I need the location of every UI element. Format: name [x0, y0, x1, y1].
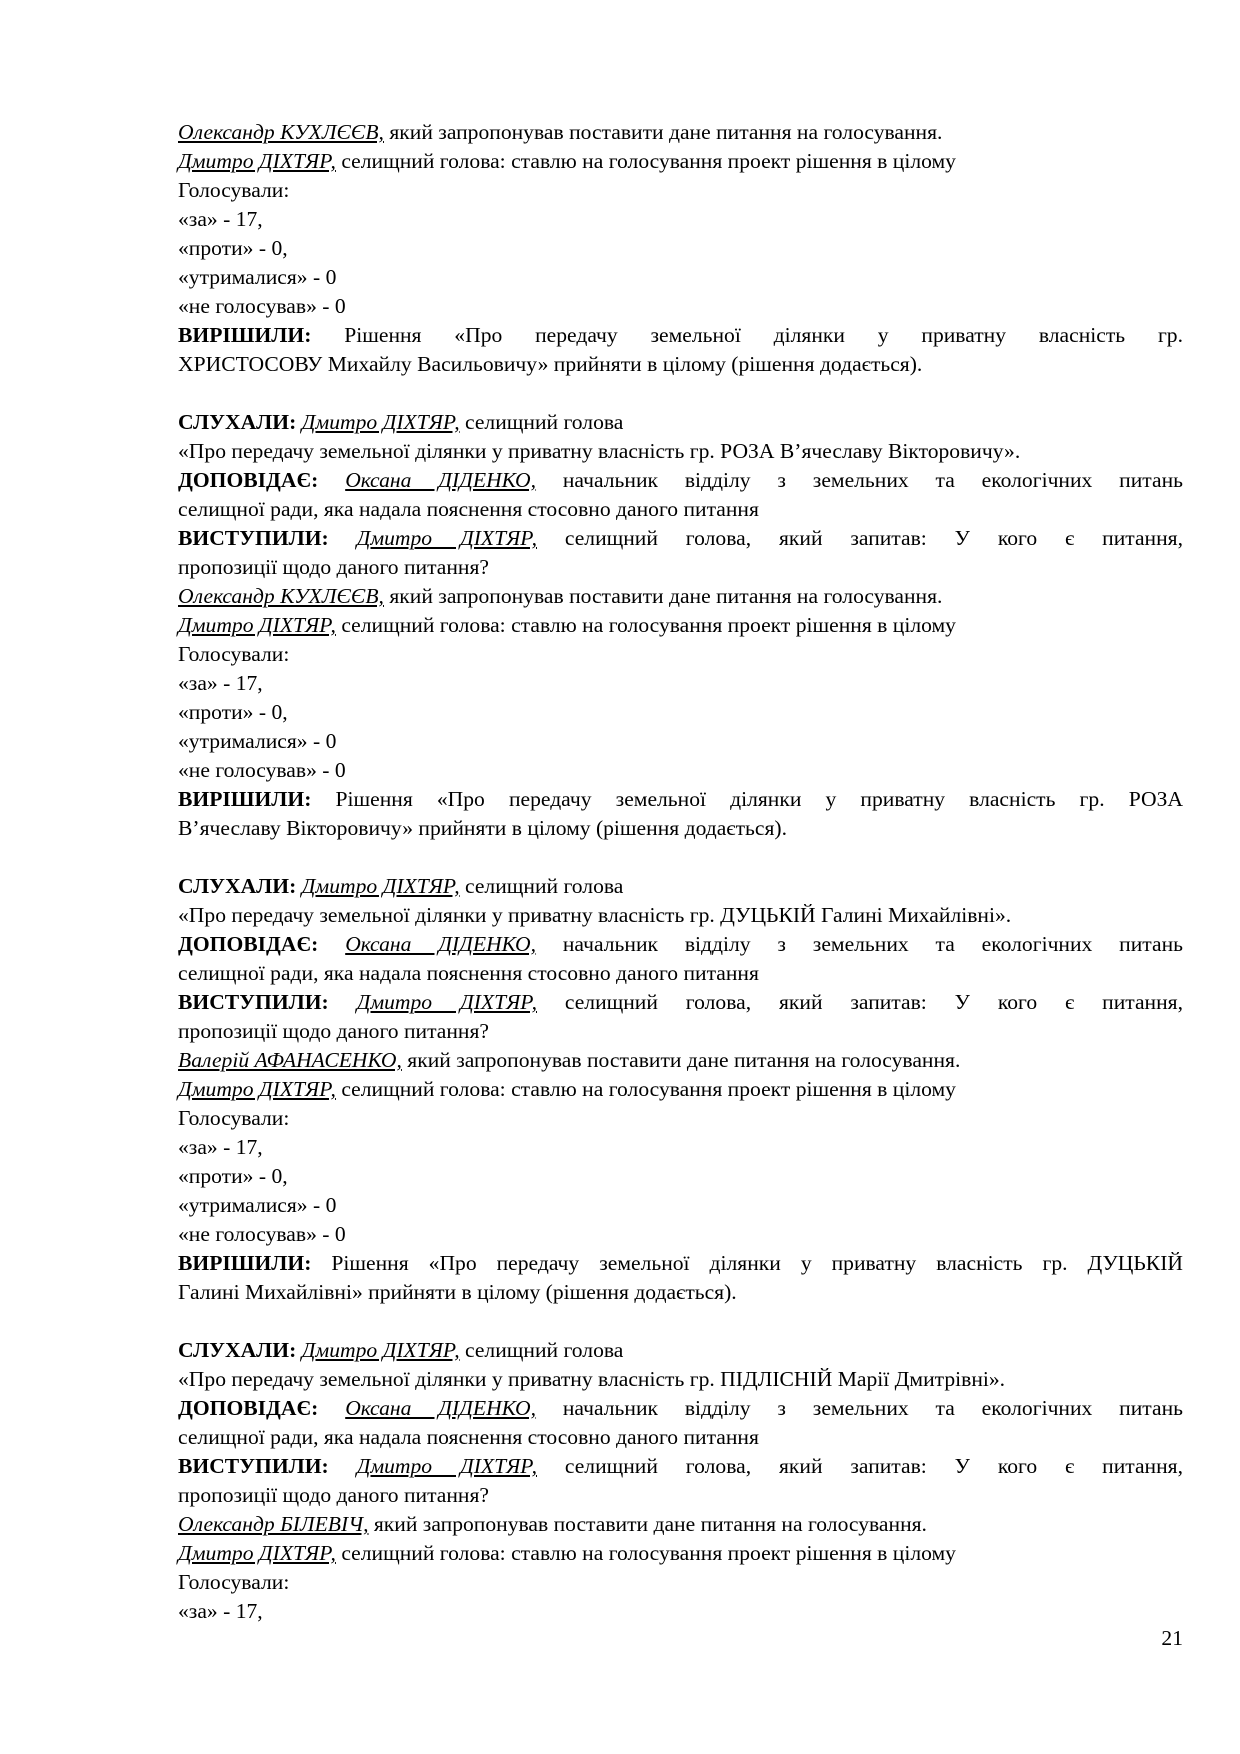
spoke-text-cont: пропозиції щодо даного питання?: [178, 555, 489, 579]
head-name: Дмитро ДІХТЯР,: [178, 149, 336, 173]
heard-label: СЛУХАЛИ:: [178, 410, 297, 434]
proposer-name: Олександр КУХЛЄЄВ,: [178, 120, 384, 144]
spoke-text: селищний голова, який запитав: У кого є питання,: [564, 990, 1183, 1014]
vote-abstained: «утрималися» - 0: [178, 1193, 337, 1217]
decided-label: ВИРІШИЛИ:: [178, 787, 312, 811]
head-name: Дмитро ДІХТЯР,: [356, 526, 537, 550]
vote-against: «проти» - 0,: [178, 700, 288, 724]
proposal-text: який запропонував поставити дане питання на голосування.: [407, 1048, 961, 1072]
decision-line-end: [178, 1278, 1183, 1307]
heard-line: [178, 408, 1183, 437]
heard-label: СЛУХАЛИ:: [178, 1338, 297, 1362]
head-role: селищний голова: [465, 1338, 624, 1362]
vote-call-text: селищний голова: ставлю на голосування проект рішення в цілому: [341, 613, 956, 637]
head-name: Дмитро ДІХТЯР,: [301, 1338, 460, 1362]
vote-call-line: [178, 147, 1183, 176]
reports-line: [178, 1394, 1183, 1423]
vote-for: «за» - 17,: [178, 671, 263, 695]
decision-text-cont: В’ячеславу Вікторовичу»: [178, 816, 414, 840]
vote-call-text: селищний голова: ставлю на голосування проект рішення в цілому: [341, 1541, 956, 1565]
spoke-text: селищний голова, який запитав: У кого є питання,: [564, 1454, 1183, 1478]
head-name: Дмитро ДІХТЯР,: [178, 613, 336, 637]
reports-label: ДОПОВІДАЄ:: [178, 1396, 319, 1420]
vote-call-line: [178, 1075, 1183, 1104]
proposal-line: [178, 1510, 1183, 1539]
decision-text-cont: ХРИСТОСОВУ Михайлу Васильовичу»: [178, 352, 549, 376]
adopted-text: прийняти в цілому (рішення додається).: [553, 352, 923, 376]
vote-not-voted: «не голосував» - 0: [178, 294, 346, 318]
reports-line: [178, 466, 1183, 495]
document-page: [178, 118, 1183, 1626]
vote-against: «проти» - 0,: [178, 1164, 288, 1188]
heard-label: СЛУХАЛИ:: [178, 874, 297, 898]
decided-label: ВИРІШИЛИ:: [178, 1251, 312, 1275]
proposal-text: який запропонував поставити дане питання на голосування.: [389, 120, 943, 144]
voted-label: Голосували:: [178, 642, 290, 666]
voted-label: Голосували:: [178, 178, 290, 202]
spoke-text-cont: пропозиції щодо даного питання?: [178, 1483, 489, 1507]
topic-line: «Про передачу земельної ділянки у приватну власність гр. РОЗА В’ячеславу Вікторовичу».: [178, 439, 1021, 463]
reporter-name: Оксана ДІДЕНКО,: [345, 1396, 537, 1420]
topic-line: «Про передачу земельної ділянки у приватну власність гр. ПІДЛІСНІЙ Марії Дмитрівні».: [178, 1367, 1006, 1391]
spoke-label: ВИСТУПИЛИ:: [178, 990, 329, 1014]
vote-call-line: [178, 611, 1183, 640]
vote-for: «за» - 17,: [178, 1599, 263, 1623]
voted-label: Голосували:: [178, 1570, 290, 1594]
spoke-label: ВИСТУПИЛИ:: [178, 1454, 329, 1478]
heard-line: [178, 872, 1183, 901]
reporter-role-cont: селищної ради, яка надала пояснення стосовно даного питання: [178, 497, 759, 521]
voted-label: Голосували:: [178, 1106, 290, 1130]
proposal-text: який запропонував поставити дане питання на голосування.: [373, 1512, 927, 1536]
head-role: селищний голова: [465, 410, 624, 434]
spoke-line: [178, 988, 1183, 1017]
vote-call-text: селищний голова: ставлю на голосування проект рішення в цілому: [341, 1077, 956, 1101]
decision-text: Рішення «Про передачу земельної ділянки у приватну власність гр. ДУЦЬКІЙ: [331, 1251, 1183, 1275]
proposal-line: [178, 1046, 1183, 1075]
decision-line: [178, 1249, 1183, 1278]
reporter-role: начальник відділу з земельних та екологічних питань: [562, 468, 1183, 492]
vote-for: «за» - 17,: [178, 1135, 263, 1159]
page-number: 21: [1161, 1626, 1183, 1650]
adopted-text: прийняти в цілому (рішення додається).: [418, 816, 787, 840]
reporter-name: Оксана ДІДЕНКО,: [345, 468, 537, 492]
proposer-name: Олександр КУХЛЄЄВ,: [178, 584, 384, 608]
decision-text: Рішення «Про передачу земельної ділянки у приватну власність гр. РОЗА: [335, 787, 1183, 811]
vote-abstained: «утрималися» - 0: [178, 729, 337, 753]
decision-text: Рішення «Про передачу земельної ділянки у приватну власність гр.: [344, 323, 1183, 347]
reporter-role: начальник відділу з земельних та екологічних питань: [562, 1396, 1183, 1420]
proposal-text: який запропонував поставити дане питання на голосування.: [389, 584, 943, 608]
spoke-line: [178, 524, 1183, 553]
reporter-role-cont: селищної ради, яка надала пояснення стосовно даного питання: [178, 961, 759, 985]
reports-label: ДОПОВІДАЄ:: [178, 468, 319, 492]
vote-against: «проти» - 0,: [178, 236, 288, 260]
decision-line: [178, 321, 1183, 350]
reports-label: ДОПОВІДАЄ:: [178, 932, 319, 956]
adopted-text: прийняти в цілому (рішення додається).: [368, 1280, 737, 1304]
proposer-name: Валерій АФАНАСЕНКО,: [178, 1048, 402, 1072]
spoke-text-cont: пропозиції щодо даного питання?: [178, 1019, 489, 1043]
reporter-role-cont: селищної ради, яка надала пояснення стосовно даного питання: [178, 1425, 759, 1449]
spoke-line: [178, 1452, 1183, 1481]
topic-line: «Про передачу земельної ділянки у приватну власність гр. ДУЦЬКІЙ Галині Михайлівні».: [178, 903, 1012, 927]
head-role: селищний голова: [465, 874, 624, 898]
reporter-role: начальник відділу з земельних та екологічних питань: [562, 932, 1183, 956]
head-name: Дмитро ДІХТЯР,: [178, 1077, 336, 1101]
proposal-line: [178, 118, 1183, 147]
reports-line: [178, 930, 1183, 959]
head-name: Дмитро ДІХТЯР,: [301, 874, 460, 898]
vote-not-voted: «не голосував» - 0: [178, 758, 346, 782]
decision-line-end: [178, 350, 1183, 379]
decision-line-end: [178, 814, 1183, 843]
head-name: Дмитро ДІХТЯР,: [178, 1541, 336, 1565]
spoke-label: ВИСТУПИЛИ:: [178, 526, 329, 550]
heard-line: [178, 1336, 1183, 1365]
decision-line: [178, 785, 1183, 814]
spoke-text: селищний голова, який запитав: У кого є питання,: [564, 526, 1183, 550]
head-name: Дмитро ДІХТЯР,: [356, 1454, 537, 1478]
proposal-line: [178, 582, 1183, 611]
reporter-name: Оксана ДІДЕНКО,: [345, 932, 537, 956]
decision-text-cont: Галині Михайлівні»: [178, 1280, 363, 1304]
decided-label: ВИРІШИЛИ:: [178, 323, 312, 347]
vote-for: «за» - 17,: [178, 207, 263, 231]
head-name: Дмитро ДІХТЯР,: [356, 990, 537, 1014]
vote-not-voted: «не голосував» - 0: [178, 1222, 346, 1246]
proposer-name: Олександр БІЛЕВІЧ,: [178, 1512, 369, 1536]
vote-call-text: селищний голова: ставлю на голосування проект рішення в цілому: [341, 149, 956, 173]
vote-abstained: «утрималися» - 0: [178, 265, 337, 289]
head-name: Дмитро ДІХТЯР,: [301, 410, 460, 434]
vote-call-line: [178, 1539, 1183, 1568]
